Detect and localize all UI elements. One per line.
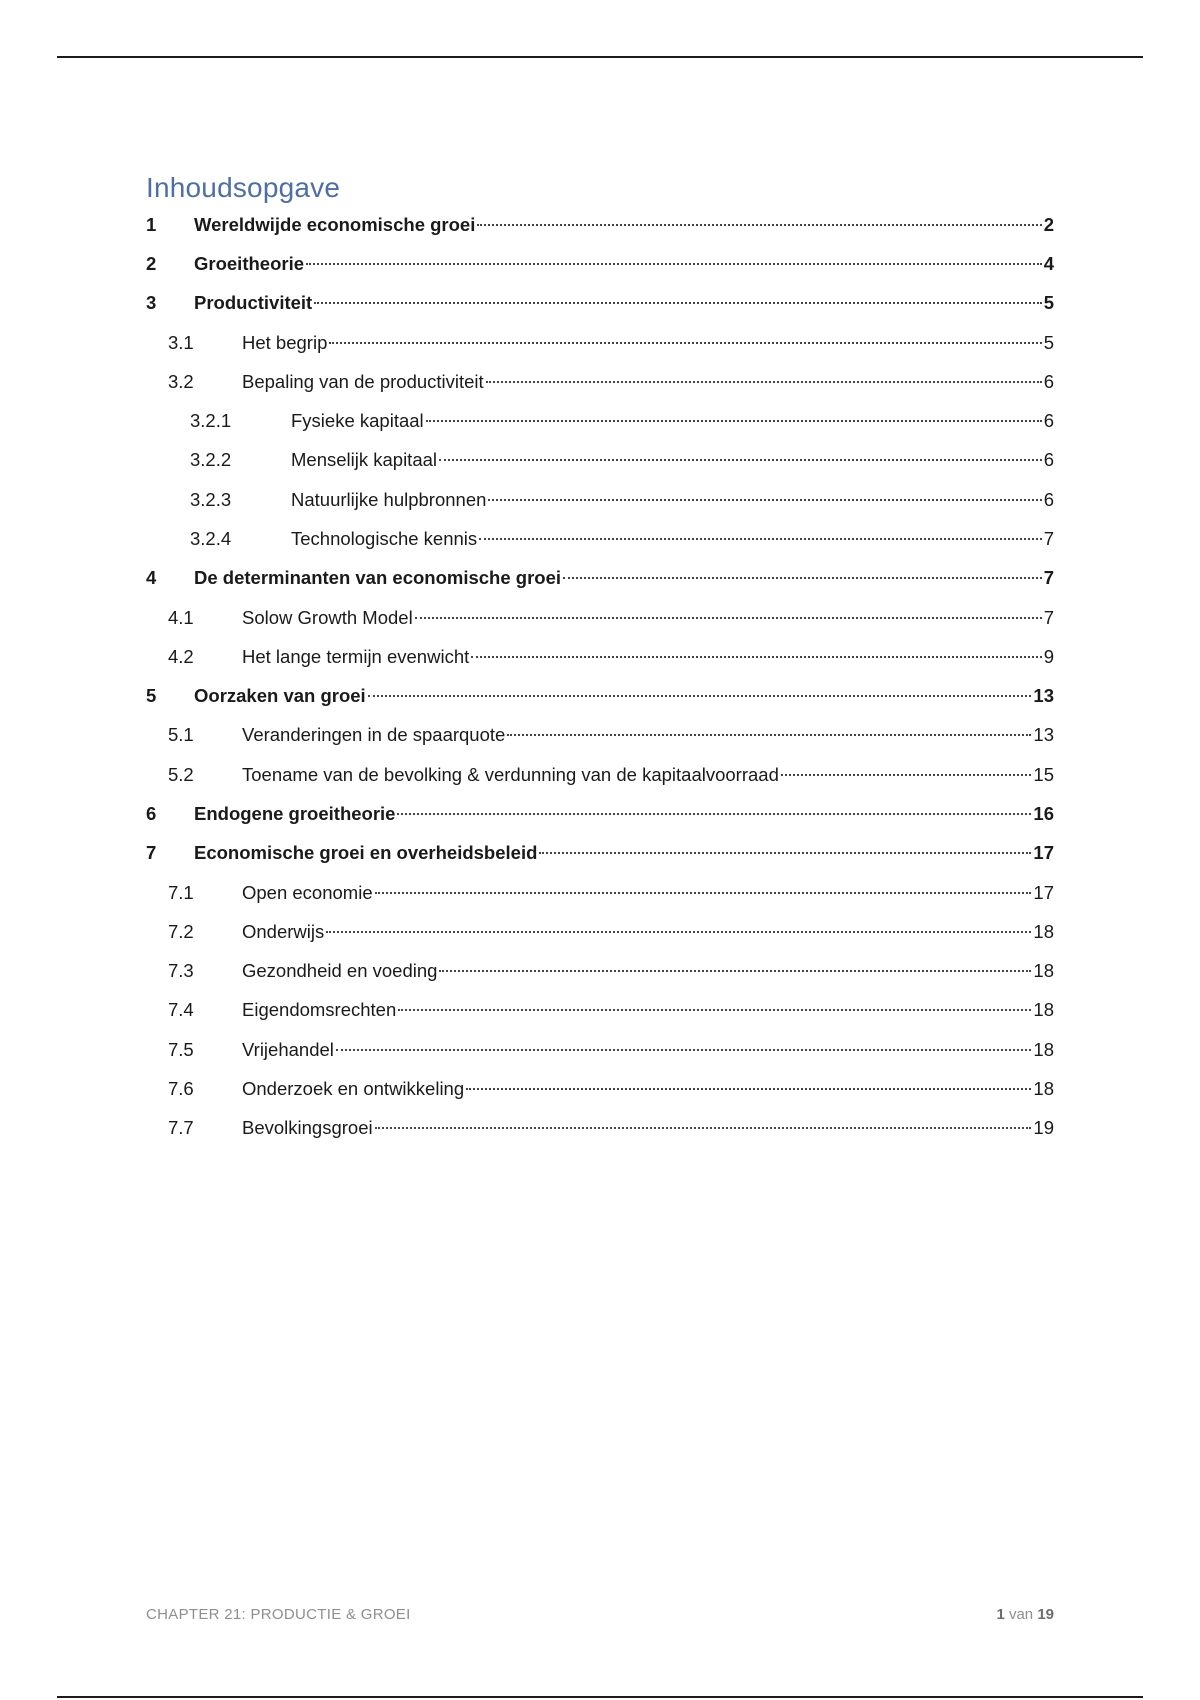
toc-entry-label: Toename van de bevolking & verdunning van de kapitaalvoorraad — [242, 764, 779, 785]
toc-entry-page: 13 — [1033, 724, 1054, 745]
toc-entry-page: 6 — [1043, 410, 1054, 431]
toc-entry[interactable] — [146, 958, 1054, 984]
toc-entry-label: Veranderingen in de spaarquote — [242, 724, 506, 745]
toc-entry-label: De determinanten van economische groei — [194, 567, 562, 588]
toc-entry-number: 3.1 — [168, 332, 194, 353]
toc-entry[interactable] — [146, 1076, 1054, 1102]
toc-entry-number: 7.1 — [168, 882, 194, 903]
toc-entry[interactable] — [146, 762, 1054, 788]
toc-entry-page: 18 — [1033, 960, 1054, 981]
toc-entry-label: Solow Growth Model — [242, 607, 413, 628]
toc-entry[interactable] — [146, 369, 1054, 395]
dot-leader — [439, 459, 1042, 461]
dot-leader — [507, 734, 1031, 736]
toc-entry-page: 15 — [1033, 764, 1054, 785]
toc-entry-number: 7.6 — [168, 1078, 194, 1099]
toc-entry-number: 4 — [146, 567, 157, 588]
toc-entry-label: Onderwijs — [242, 921, 325, 942]
dot-leader — [466, 1088, 1031, 1090]
dot-leader — [477, 224, 1041, 226]
toc-entry[interactable] — [146, 526, 1054, 552]
dot-leader — [306, 263, 1042, 265]
toc-entry-label: Vrijehandel — [242, 1039, 334, 1060]
dot-leader — [439, 970, 1031, 972]
dot-leader — [368, 695, 1032, 697]
toc-entry-page: 19 — [1033, 1117, 1054, 1138]
toc-entry-page: 7 — [1043, 607, 1054, 628]
toc-entry[interactable] — [146, 683, 1054, 709]
toc-entry[interactable] — [146, 644, 1054, 670]
toc-entry-number: 4.2 — [168, 646, 194, 667]
toc-entry-label: Economische groei en overheidsbeleid — [194, 842, 538, 863]
toc-entry-number: 7.5 — [168, 1039, 194, 1060]
toc-entry-number: 3.2 — [168, 371, 194, 392]
toc-entry-label: Menselijk kapitaal — [291, 449, 438, 470]
toc-entry[interactable] — [146, 880, 1054, 906]
toc-entry-page: 7 — [1043, 528, 1054, 549]
toc-entry-number: 7.4 — [168, 999, 194, 1020]
dot-leader — [488, 499, 1041, 501]
toc-entry-number: 2 — [146, 253, 157, 274]
toc-entry-label: Bepaling van de productiviteit — [242, 371, 484, 392]
toc-entry-label: Bevolkingsgroei — [242, 1117, 373, 1138]
footer-chapter-title: CHAPTER 21: PRODUCTIE & GROEI — [146, 1606, 411, 1623]
toc-entry-number: 3.2.3 — [190, 489, 232, 510]
footer-page-number — [996, 1606, 1054, 1623]
dot-leader — [471, 656, 1041, 658]
toc-entry-label: Endogene groeitheorie — [194, 803, 396, 824]
toc-entry-label: Het begrip — [242, 332, 328, 353]
toc-entry[interactable] — [146, 212, 1054, 238]
toc-entry[interactable] — [146, 565, 1054, 591]
dot-leader — [486, 381, 1042, 383]
header-rule — [57, 56, 1143, 58]
toc-entry[interactable] — [146, 251, 1054, 277]
toc-entry-page: 18 — [1033, 1078, 1054, 1099]
toc-entry-number: 3.2.1 — [190, 410, 232, 431]
toc-entry-label: Oorzaken van groei — [194, 685, 366, 706]
toc-entry-page: 6 — [1043, 489, 1054, 510]
toc-entry[interactable] — [146, 997, 1054, 1023]
toc-entry[interactable] — [146, 447, 1054, 473]
dot-leader — [479, 538, 1042, 540]
dot-leader — [329, 342, 1041, 344]
toc-entry-number: 5 — [146, 685, 157, 706]
toc-entry[interactable] — [146, 487, 1054, 513]
toc-entry[interactable] — [146, 605, 1054, 631]
toc-entry-number: 3 — [146, 292, 157, 313]
dot-leader — [539, 852, 1031, 854]
dot-leader — [398, 1009, 1031, 1011]
toc-entry[interactable] — [146, 1115, 1054, 1141]
dot-leader — [397, 813, 1031, 815]
toc-entry-number: 7 — [146, 842, 157, 863]
current-page-number: 1 — [996, 1606, 1005, 1623]
toc-entry-page: 18 — [1033, 1039, 1054, 1060]
toc-entry-label: Fysieke kapitaal — [291, 410, 424, 431]
toc-entry-number: 5.1 — [168, 724, 194, 745]
toc-entry-label: Natuurlijke hulpbronnen — [291, 489, 487, 510]
toc-entry[interactable] — [146, 330, 1054, 356]
toc-entry-number: 4.1 — [168, 607, 194, 628]
toc-entry[interactable] — [146, 408, 1054, 434]
dot-leader — [415, 617, 1042, 619]
dot-leader — [375, 892, 1032, 894]
dot-leader — [314, 302, 1041, 304]
dot-leader — [336, 1049, 1032, 1051]
toc-entry-page: 9 — [1043, 646, 1054, 667]
page-footer — [146, 1606, 1054, 1628]
toc-entry-page: 7 — [1043, 567, 1054, 588]
toc-entry[interactable] — [146, 919, 1054, 945]
toc-entry-label: Productiviteit — [194, 292, 313, 313]
toc-entry-page: 18 — [1033, 999, 1054, 1020]
toc-entry-label: Gezondheid en voeding — [242, 960, 438, 981]
toc-title: Inhoudsopgave — [146, 172, 341, 203]
toc-entry[interactable] — [146, 801, 1054, 827]
toc-entry-number: 5.2 — [168, 764, 194, 785]
toc-entry-page: 17 — [1033, 882, 1054, 903]
toc-entry-label: Wereldwijde economische groei — [194, 214, 476, 235]
toc-entry-number: 3.2.2 — [190, 449, 232, 470]
toc-entry-number: 1 — [146, 214, 157, 235]
dot-leader — [375, 1127, 1032, 1129]
toc-entry-label: Onderzoek en ontwikkeling — [242, 1078, 465, 1099]
toc-entry-number: 3.2.4 — [190, 528, 232, 549]
toc-entry-page: 13 — [1033, 685, 1054, 706]
toc-entry-page: 6 — [1043, 371, 1054, 392]
dot-leader — [563, 577, 1042, 579]
toc-entry-label: Eigendomsrechten — [242, 999, 397, 1020]
toc-entry-label: Technologische kennis — [291, 528, 478, 549]
toc-entry[interactable] — [146, 1037, 1054, 1063]
toc-entry-number: 7.3 — [168, 960, 194, 981]
toc-entry-label: Groeitheorie — [194, 253, 304, 274]
toc-entry-page: 16 — [1033, 803, 1054, 824]
footer-rule — [57, 1696, 1143, 1698]
toc-entry-number: 6 — [146, 803, 157, 824]
toc-entry-page: 4 — [1043, 253, 1054, 274]
page-separator: van — [1004, 1606, 1038, 1623]
toc-entry-page: 5 — [1043, 332, 1054, 353]
toc-entry-number: 7.7 — [168, 1117, 194, 1138]
dot-leader — [781, 774, 1032, 776]
toc-entry-page: 17 — [1033, 842, 1054, 863]
toc-entry-page: 5 — [1043, 292, 1054, 313]
toc-entry[interactable] — [146, 290, 1054, 316]
toc-entry-label: Open economie — [242, 882, 373, 903]
toc-entry-number: 7.2 — [168, 921, 194, 942]
toc-entry[interactable] — [146, 722, 1054, 748]
toc-entry-page: 2 — [1043, 214, 1054, 235]
dot-leader — [426, 420, 1042, 422]
dot-leader — [326, 931, 1031, 933]
total-page-number: 19 — [1037, 1606, 1054, 1623]
toc-entry-page: 18 — [1033, 921, 1054, 942]
toc-entry-label: Het lange termijn evenwicht — [242, 646, 470, 667]
toc-entry-page: 6 — [1043, 449, 1054, 470]
toc-entry[interactable] — [146, 840, 1054, 866]
